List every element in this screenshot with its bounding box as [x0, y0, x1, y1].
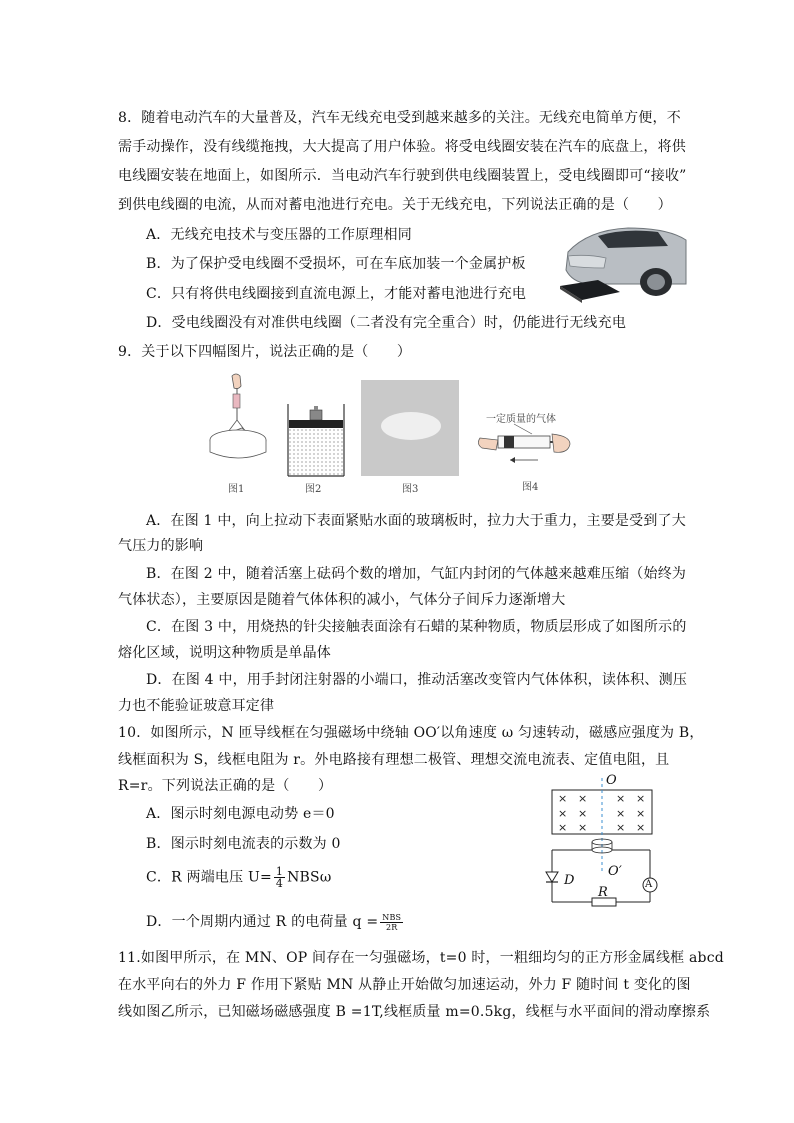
q10-label-resistor: R [598, 885, 608, 900]
figure-3-label: 图3 [402, 484, 419, 495]
figure-3-melting-region [361, 380, 459, 476]
q8-option-b: B．为了保护受电线圈不受损坏，可在车底加装一个金属护板 [146, 256, 526, 272]
q8-stem-line-4: 到供电线圈的电流，从而对蓄电池进行充电。关于无线充电，下列说法正确的是（ ） [118, 197, 672, 213]
svg-text:×: × [636, 792, 646, 805]
q10-option-b: B．图示时刻电流表的示数为 0 [146, 836, 341, 852]
q8-stem-line-2: 需手动操作，没有线缆拖拽，大大提高了用户体验。将受电线圈安装在汽车的底盘上，将供 [118, 139, 686, 155]
q10-label-o-bottom: O′ [608, 864, 623, 879]
q9-option-d-line-1: D．在图 4 中，用手封闭注射器的小端口，推动活塞改变管内气体体积，读体积、测压 [146, 672, 688, 688]
q10-label-diode: D [564, 873, 575, 888]
svg-text:×: × [558, 792, 568, 805]
q10-label-ammeter: A [645, 879, 653, 890]
q8-stem-line-3: 电线圈安装在地面上，如图所示．当电动汽车行驶到供电线圈装置上，受电线圈即可“接收” [118, 168, 687, 184]
svg-text:×: × [616, 807, 626, 820]
q10-option-c-numerator: 1 [275, 865, 284, 878]
q10-option-c-suffix: NBSω [287, 869, 332, 886]
q10-option-c [146, 866, 331, 889]
q9-option-a-line-1: A．在图 1 中，向上拉动下表面紧贴水面的玻璃板时，拉力大于重力，主要是受到了大 [146, 513, 686, 529]
q8-option-d: D．受电线圈没有对准供电线圈（二者没有完全重合）时，仍能进行无线充电 [146, 315, 627, 331]
figure-2-label: 图2 [305, 484, 322, 495]
figure-2-piston-cylinder [284, 404, 348, 478]
q9-option-b-line-1: B．在图 2 中，随着活塞上砝码个数的增加，气缸内封闭的气体越来越难压缩（始终为 [146, 566, 687, 582]
q10-stem-line-1: 10．如图所示，N 匝导线框在匀强磁场中绕轴 OO′以角速度 ω 匀速转动，磁感应强度为 B， [118, 725, 704, 741]
svg-text:×: × [558, 807, 568, 820]
q8-option-c: C．只有将供电线圈接到直流电源上，才能对蓄电池进行充电 [146, 286, 527, 302]
q10-option-c-prefix: C．R 两端电压 U= [146, 869, 272, 886]
svg-text:×: × [616, 792, 626, 805]
q10-option-d-fraction [380, 913, 403, 932]
q10-option-c-fraction [274, 866, 285, 889]
svg-text:×: × [636, 807, 646, 820]
svg-text:×: × [636, 821, 646, 834]
q10-label-o-top: O [606, 773, 617, 788]
svg-text:×: × [616, 821, 626, 834]
q9-option-c-line-2: 熔化区域，说明这种物质是单晶体 [118, 645, 331, 661]
q11-stem-line-2: 在水平向右的外力 F 作用下紧贴 MN 从静止开始做匀加速运动，外力 F 随时间 t 变化的图 [118, 977, 691, 993]
q10-option-c-denominator: 4 [275, 877, 284, 890]
q10-option-d-prefix: D．一个周期内通过 R 的电荷量 q = [146, 914, 379, 930]
figure-1-label: 图1 [228, 484, 245, 495]
q9-option-b-line-2: 气体状态），主要原因是随着气体体积的减小，气体分子间斥力逐渐增大 [118, 592, 566, 608]
svg-text:×: × [578, 821, 588, 834]
q8-stem-line-1: 8．随着电动汽车的大量普及，汽车无线充电受到越来越多的关注。无线充电简单方便，不 [118, 110, 681, 126]
svg-text:×: × [558, 821, 568, 834]
figure-4-label: 图4 [522, 482, 539, 493]
q10-option-d [146, 912, 405, 932]
q9-option-a-line-2: 气压力的影响 [118, 538, 204, 554]
figure-1-glass-plate-water [206, 372, 270, 480]
q10-option-d-numerator: NBS [382, 912, 402, 922]
svg-text:×: × [578, 792, 588, 805]
figure-4-caption: 一定质量的气体 [486, 414, 556, 425]
q10-stem-line-2: 线框面积为 S，线框电阻为 r。外电路接有理想二极管、理想交流电流表、定值电阻，且 [118, 752, 670, 768]
q9-stem: 9．关于以下四幅图片，说法正确的是（ ） [118, 344, 412, 360]
q10-circuit-diagram [536, 770, 686, 912]
q10-option-a: A．图示时刻电源电动势 e＝0 [146, 806, 335, 822]
figure-4-syringe [474, 420, 574, 472]
car-wireless-charging-image [528, 222, 688, 304]
q9-option-c-line-1: C．在图 3 中，用烧热的针尖接触表面涂有石蜡的某种物质，物质层形成了如图所示的 [146, 619, 687, 635]
q8-option-a: A．无线充电技术与变压器的工作原理相同 [146, 227, 412, 243]
q10-stem-line-3: R=r。下列说法正确的是（ ） [118, 778, 333, 794]
svg-text:×: × [578, 807, 588, 820]
q10-option-d-denominator: 2R [385, 922, 398, 932]
q11-stem-line-1: 11.如图甲所示，在 MN、OP 间存在一匀强磁场，t=0 时，一粗细均匀的正方形金属线框 abcd [118, 950, 724, 966]
q11-stem-line-3: 线如图乙所示，已知磁场磁感强度 B =1T,线框质量 m=0.5kg，线框与水平面间的滑动摩擦系 [118, 1004, 711, 1020]
q9-option-d-line-2: 力也不能验证玻意耳定律 [118, 698, 275, 714]
